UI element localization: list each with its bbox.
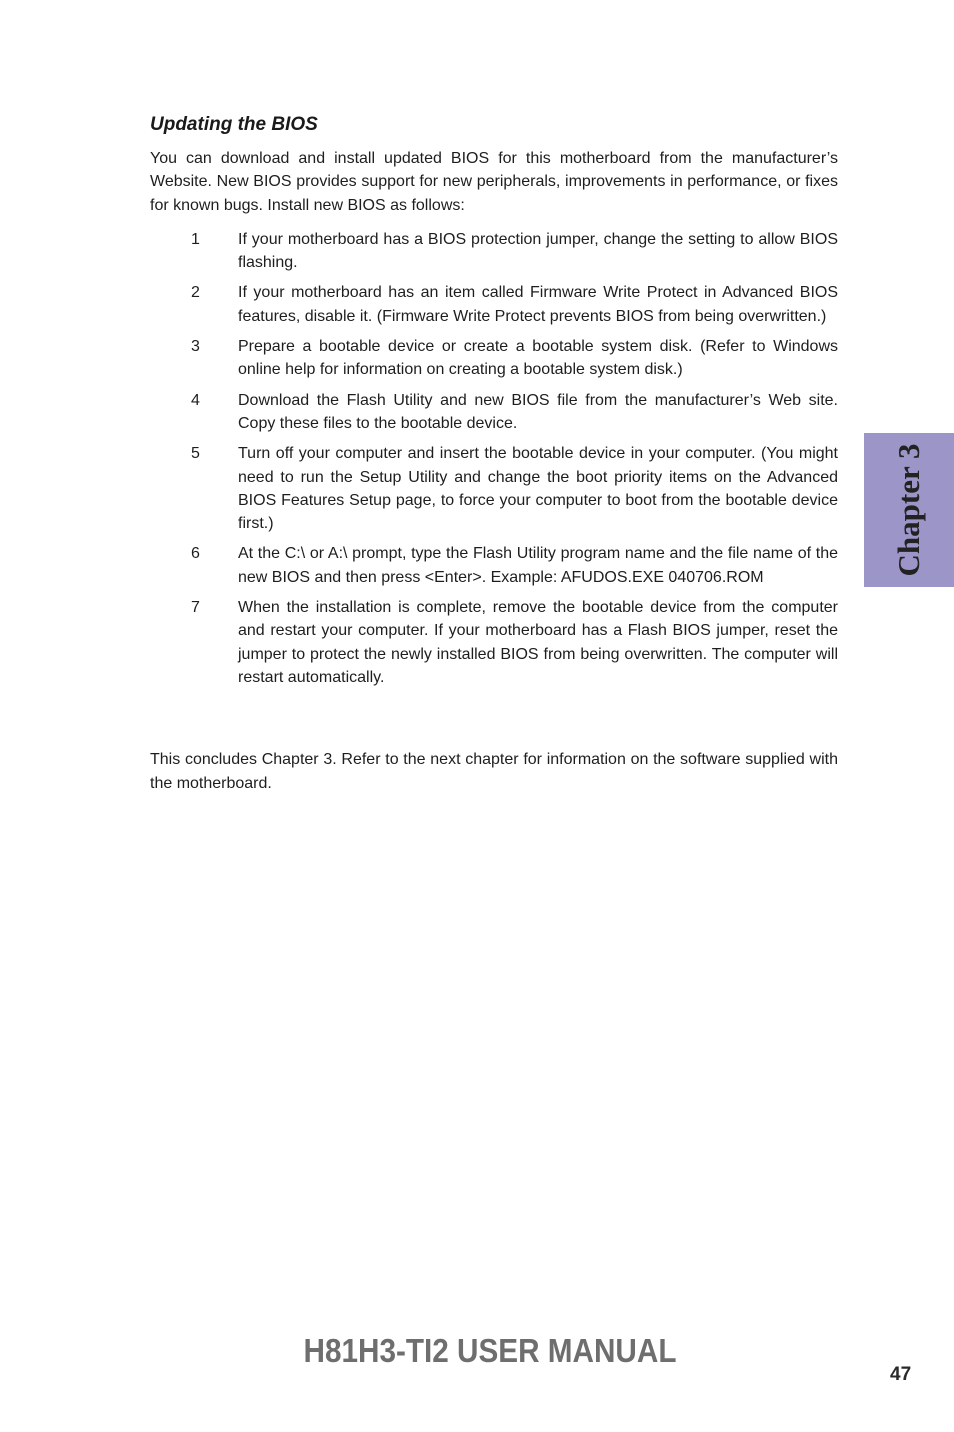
- step-number: 7: [191, 599, 200, 617]
- step-text: If your motherboard has an item called Firmware Write Protect in Advanced BIOS features, disable it. (Firmware Write Protect prevents BIOS from being overwritten.): [238, 284, 838, 325]
- step-text: When the installation is complete, remove the bootable device from the computer and restart your computer. If your motherboard has a Flash BIOS jumper, reset the jumper to protect the newly installed BIOS from being overwritten. The computer will restart automatically.: [238, 599, 838, 686]
- list-item: [150, 596, 838, 689]
- section-title: Updating the BIOS: [150, 114, 318, 135]
- list-item: [150, 442, 838, 535]
- manual-title: H81H3-TI2 USER MANUAL: [303, 1332, 677, 1369]
- step-text: If your motherboard has a BIOS protection jumper, change the setting to allow BIOS flashing.: [238, 230, 838, 272]
- closing-paragraph: This concludes Chapter 3. Refer to the next chapter for information on the software supplied with the motherboard.: [150, 751, 838, 792]
- page-content: [150, 112, 838, 795]
- list-item: [150, 281, 838, 328]
- list-item: [150, 542, 838, 589]
- step-text: At the C:\ or A:\ prompt, type the Flash Utility program name and the file name of the new BIOS and then press <Enter>. Example: AFUDOS.EXE 040706.ROM: [238, 545, 838, 586]
- intro-paragraph: You can download and install updated BIOS for this motherboard from the manufacturer’s Website. New BIOS provides support for new peripherals, improvements in performance, or fixes for known bugs. Install new BIOS as follows:: [150, 150, 838, 214]
- list-item: [150, 228, 838, 275]
- list-item: [150, 389, 838, 436]
- step-number: 3: [191, 338, 200, 356]
- step-text: Turn off your computer and insert the bootable device in your computer. (You might need to run the Setup Utility and change the boot priority items on the Advanced BIOS Features Setup page, to force your computer to boot from the bootable device first.): [238, 445, 838, 533]
- steps-list: [150, 228, 838, 689]
- chapter-tab: [864, 433, 954, 587]
- step-number: 4: [191, 391, 200, 409]
- chapter-tab-label: Chapter 3: [891, 443, 926, 577]
- page-number: 47: [890, 1364, 912, 1385]
- step-number: 5: [191, 445, 200, 463]
- step-text: Prepare a bootable device or create a bootable system disk. (Refer to Windows online help for information on creating a bootable system disk.): [238, 338, 838, 379]
- step-text: Download the Flash Utility and new BIOS file from the manufacturer’s Web site. Copy these files to the bootable device.: [238, 391, 838, 432]
- step-number: 6: [191, 545, 200, 563]
- step-number: 2: [191, 284, 200, 302]
- step-number: 1: [191, 230, 200, 248]
- list-item: [150, 335, 838, 382]
